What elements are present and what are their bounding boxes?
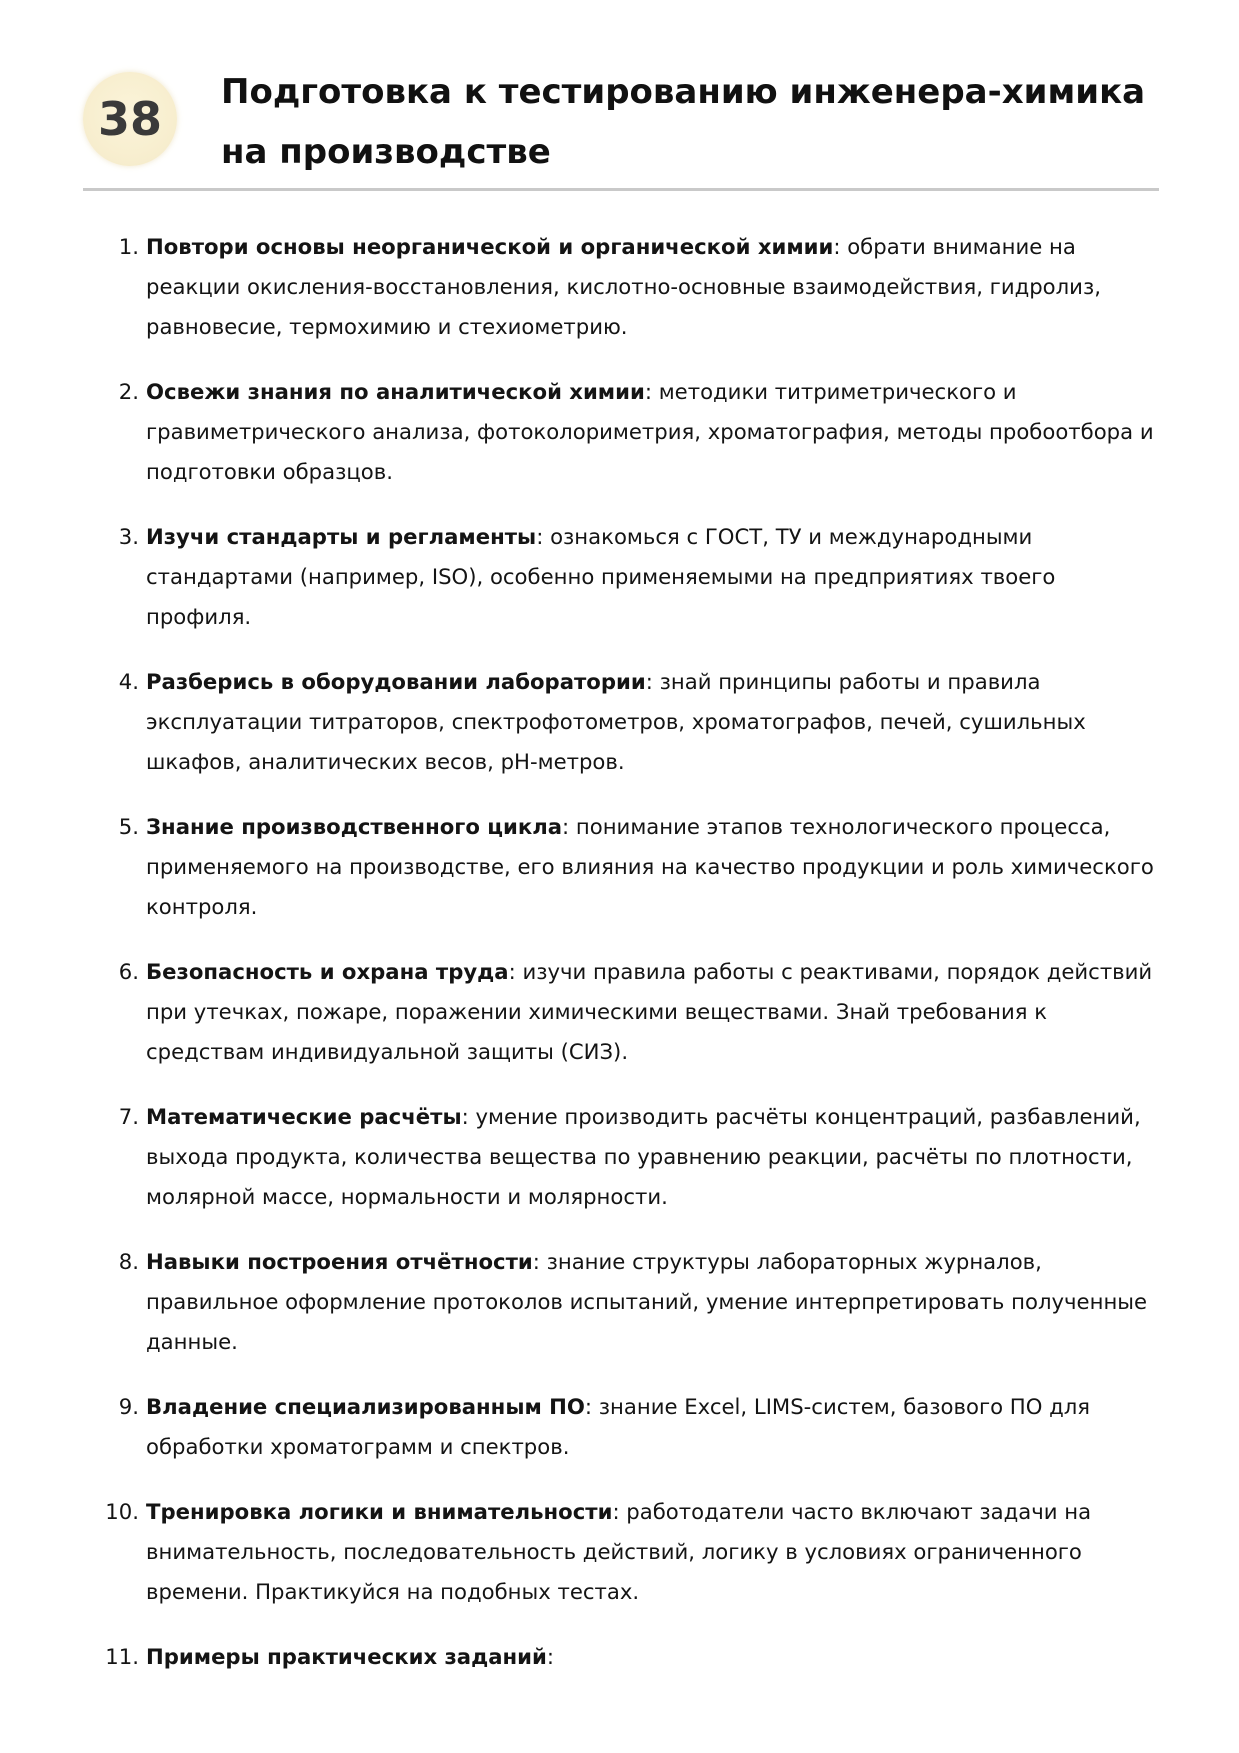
list-item [92,952,1162,1072]
item-lead: Тренировка логики и внимательности [146,1499,613,1524]
section-header [83,56,1159,191]
item-text: : понимание этапов технологического процесса, применяемого на производстве, его влияния на качество продукции и роль химического контроля. [146,814,1154,919]
list-item [92,1242,1162,1362]
list-item [92,227,1162,347]
item-lead: Изучи стандарты и регламенты [146,524,537,549]
item-lead: Освежи знания по аналитической химии [146,379,645,404]
item-number: 10. [105,1499,139,1524]
item-text: : ознакомься с ГОСТ, ТУ и международными стандартами (например, ISO), особенно применяемыми на предприятиях твоего профиля. [146,524,1056,629]
list-item [92,1387,1162,1467]
item-text: : [546,1644,554,1669]
item-number: 2. [118,379,139,404]
list-item [92,1492,1162,1612]
item-number: 11. [105,1644,139,1669]
item-text: : изучи правила работы с реактивами, порядок действий при утечках, пожаре, поражении химическими веществами. Знай требования к средствам индивидуальной защиты (СИЗ). [146,959,1153,1064]
item-number: 5. [118,814,139,839]
list-item [92,372,1162,492]
item-lead: Безопасность и охрана труда [146,959,509,984]
item-lead: Математические расчёты [146,1104,462,1129]
item-lead: Навыки построения отчётности [146,1249,533,1274]
item-lead: Примеры практических заданий [146,1644,547,1669]
list-item [92,1637,1162,1677]
item-lead: Разберись в оборудовании лаборатории [146,669,646,694]
item-lead: Повтори основы неорганической и органической химии [146,234,834,259]
list-item [92,807,1162,927]
page-title: Подготовка к тестированию инженера-химика на производстве [221,72,1146,172]
list-item [92,517,1162,637]
item-text: : знай принципы работы и правила эксплуатации титраторов, спектрофотометров, хроматографов, печей, сушильных шкафов, аналитических весов, pH-метров. [146,669,1086,774]
item-number: 9. [118,1394,139,1419]
item-text: : знание структуры лабораторных журналов, правильное оформление протоколов испытаний, умение интерпретировать полученные данные. [146,1249,1148,1354]
list-item [92,662,1162,782]
tips-list [92,227,1162,1702]
item-number: 3. [118,524,139,549]
item-number: 4. [118,669,139,694]
item-text: : методики титриметрического и гравиметрического анализа, фотоколориметрия, хроматография, методы пробоотбора и подготовки образцов. [146,379,1154,484]
item-text: : умение производить расчёты концентраций, разбавлений, выхода продукта, количества вещества по уравнению реакции, расчёты по плотности, молярной массе, нормальности и молярности. [146,1104,1141,1209]
item-text: : знание Excel, LIMS-систем, базового ПО для обработки хроматограмм и спектров. [146,1394,1091,1459]
list-item [92,1097,1162,1217]
item-number: 1. [118,234,139,259]
item-lead: Знание производственного цикла [146,814,563,839]
section-number-badge: 38 [83,72,177,166]
item-number: 8. [118,1249,139,1274]
item-number: 6. [118,959,139,984]
item-number: 7. [118,1104,139,1129]
item-text: : обрати внимание на реакции окисления-восстановления, кислотно-основные взаимодействия, гидролиз, равновесие, термохимию и стехиометрию. [146,234,1101,339]
item-lead: Владение специализированным ПО [146,1394,585,1419]
item-text: : работодатели часто включают задачи на внимательность, последовательность действий, логику в условиях ограниченного времени. Практикуйся на подобных тестах. [146,1499,1092,1604]
